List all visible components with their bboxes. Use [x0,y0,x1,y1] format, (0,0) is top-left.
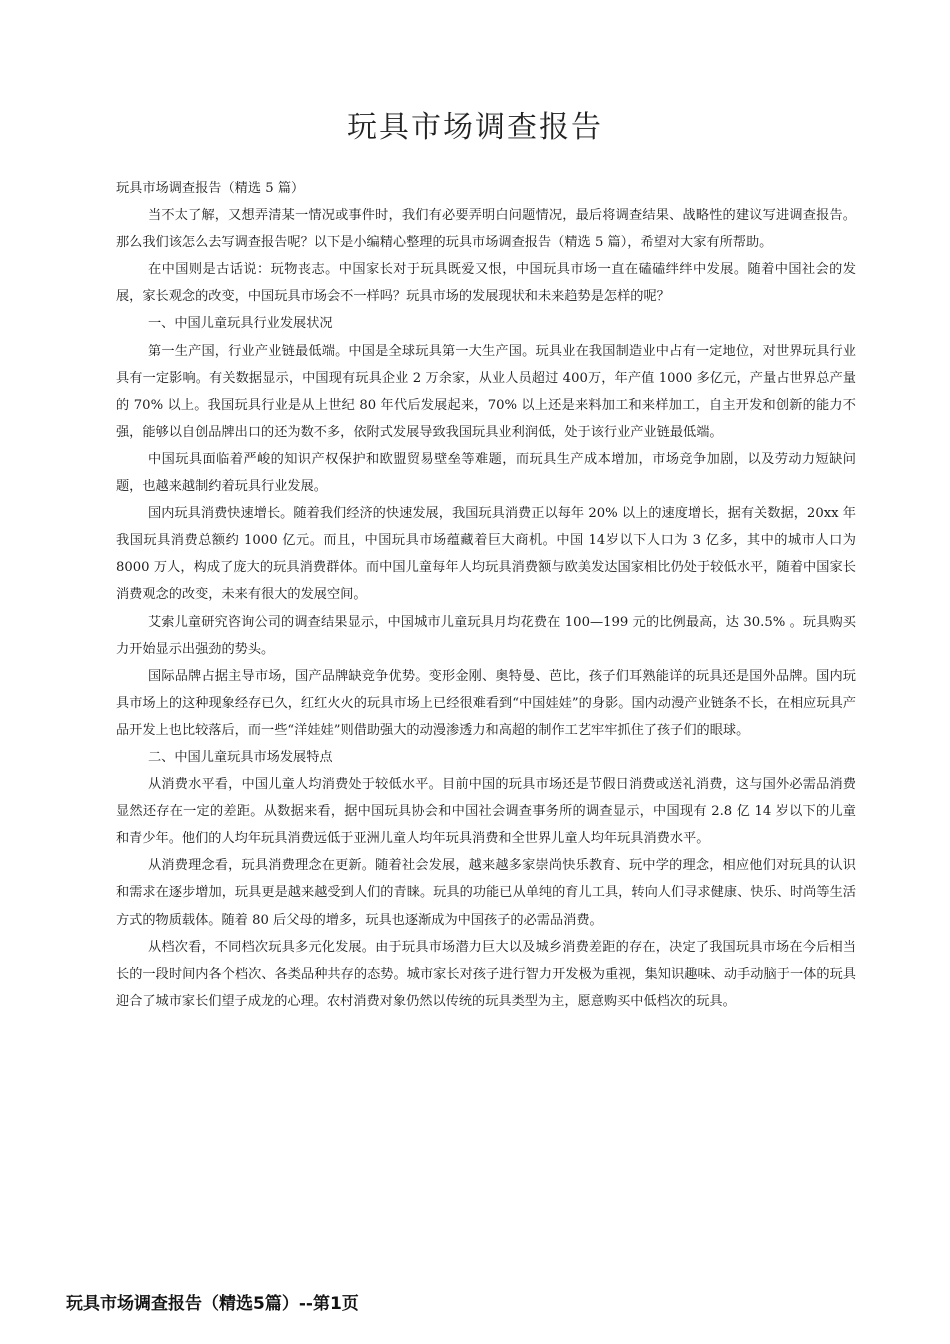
page-title: 玩具市场调查报告 [347,110,603,145]
paragraph: 玩具市场调查报告（精选 5 篇） [116,181,305,196]
paragraph: 第一生产国，行业产业链最低端。中国是全球玩具第一大生产国。玩具业在我国制造业中占有一定地位，对世界玩具行业具有一定影响。有关数据显示，中国现有玩具企业 2 万余家，从业人员超过 400万，年产值 1000 多亿元，产量占世界总产量的 70% 以上。我国玩具行业是从上世纪 80 年代后发展起来，70% 以上还是来料加工和来样加工，自主开发和创新的能力不强，能够以自创品牌出口的还为数不多，依附式发展导致我国玩具业利润低，处于该行业产业链最低端。 [116,343,856,440]
paragraph: 中国玩具面临着严峻的知识产权保护和欧盟贸易壁垒等难题，而玩具生产成本增加，市场竞争加剧，以及劳动力短缺问题，也越来越制约着玩具行业发展。 [116,451,856,495]
paragraph: 从档次看，不同档次玩具多元化发展。由于玩具市场潜力巨大以及城乡消费差距的存在，决定了我国玩具市场在今后相当长的一段时间内各个档次、各类品种共存的态势。城市家长对孩子进行智力开发极为重视，集知识趣味、动手动脑于一体的玩具迎合了城市家长们望子成龙的心理。农村消费对象仍然以传统的玩具类型为主，愿意购买中低档次的玩具。 [116,939,856,1009]
paragraph: 从消费理念看，玩具消费理念在更新。随着社会发展，越来越多家崇尚快乐教育、玩中学的理念，相应他们对玩具的认识和需求在逐步增加，玩具更是越来越受到人们的青睐。玩具的功能已从单纯的育儿工具，转向人们寻求健康、快乐、时尚等生活方式的物质载体。随着 80 后父母的增多，玩具也逐渐成为中国孩子的必需品消费。 [116,858,856,928]
paragraph: 一、中国儿童玩具行业发展状况 [148,316,333,332]
paragraph: 国际品牌占据主导市场，国产品牌缺竞争优势。变形金刚、奥特曼、芭比，孩子们耳熟能详的玩具还是国外品牌。国内玩具市场上的这种现象经存已久，红红火火的玩具市场上已经很难看到“中国娃娃”的身影。国内动漫产业链条不长，在相应玩具产品开发上也比较落后，而一些“洋娃娃”则借助强大的动漫渗透力和高超的制作工艺牢牢抓住了孩子们的眼球。 [116,668,856,738]
paragraph: 二、中国儿童玩具市场发展特点 [148,749,333,765]
paragraph: 在中国则是古话说：玩物丧志。中国家长对于玩具既爱又恨，中国玩具市场一直在磕磕绊绊中发展。随着中国社会的发展，家长观念的改变，中国玩具市场会不一样吗？玩具市场的发展现状和未来趋势是怎样的呢？ [116,262,856,305]
page-footer: 玩具市场调查报告（精选5篇）--第1页 [66,1294,359,1314]
paragraph: 国内玩具消费快速增长。随着我们经济的快速发展，我国玩具消费正以每年 20% 以上的速度增长，据有关数据，20xx 年我国玩具消费总额约 1000 亿元。而且，中国玩具市场蕴藏着巨大商机。中国 14岁以下人口为 3 亿多，其中的城市人口为 8000 万人，构成了庞大的玩具消费群体。而中国儿童每年人均玩具消费额与欧美发达国家相比仍处于较低水平，随着中国家长消费观念的改变，未来有很大的发展空间。 [116,506,856,603]
paragraph: 从消费水平看，中国儿童人均消费处于较低水平。目前中国的玩具市场还是节假日消费或送礼消费，这与国外必需品消费显然还存在一定的差距。从数据来看，据中国玩具协会和中国社会调查事务所的调查显示，中国现有 2.8 亿 14 岁以下的儿童和青少年。他们的人均年玩具消费远低于亚洲儿童人均年玩具消费和全世界儿童人均年玩具消费水平。 [116,777,856,847]
paragraph: 艾索儿童研究咨询公司的调查结果显示，中国城市儿童玩具月均花费在 100—199 元的比例最高，达 30.5% 。玩具购买力开始显示出强劲的势头。 [116,614,856,657]
paragraph: 当不太了解，又想弄清某一情况或事件时，我们有必要弄明白问题情况，最后将调查结果、战略性的建议写进调查报告。那么我们该怎么去写调查报告呢？以下是小编精心整理的玩具市场调查报告（精选 5 篇），希望对大家有所帮助。 [116,208,856,251]
document-body [116,175,856,1015]
